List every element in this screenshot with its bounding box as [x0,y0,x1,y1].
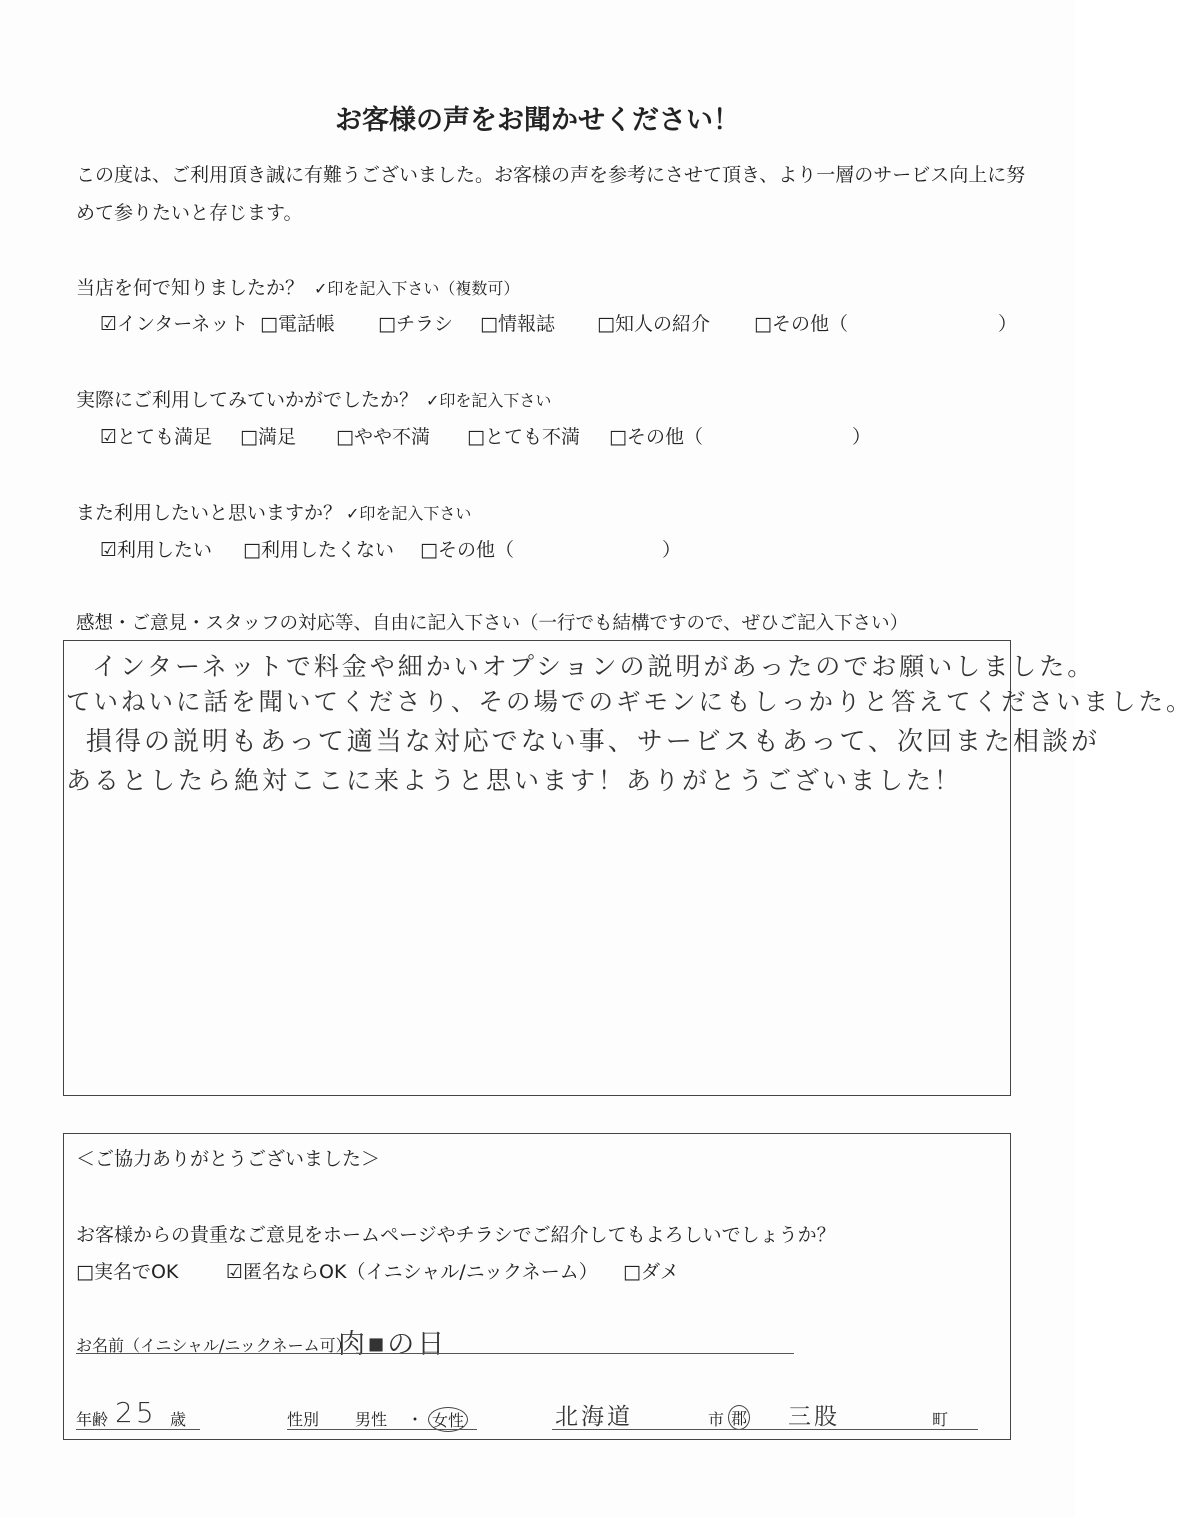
gender-label: 性別 [287,1410,320,1429]
name-label: お名前（イニシャル/ニックネーム可） [76,1336,352,1355]
gender-male[interactable]: 男性 [355,1410,388,1429]
city-label[interactable]: 市 [708,1410,725,1429]
q2-option-satisfied[interactable]: □満足 [240,426,296,448]
q3-note: ✓印を記入下さい [346,504,472,523]
q3-question: また利用したいと思いますか？ [76,502,343,524]
consent-box [63,1133,1011,1440]
q2-option-very-dissatisfied[interactable]: □とても不満 [467,426,580,448]
age-label: 年齢 [76,1410,109,1429]
prefecture-value[interactable]: 北海道 [555,1404,633,1430]
q3-option-other[interactable]: □その他（ [420,539,514,561]
q3-other-close: ） [662,539,682,561]
age-unit: 歳 [170,1410,187,1429]
age-value[interactable]: 25 [115,1396,157,1429]
permission-anonymous[interactable]: ☑匿名ならOK（イニシャル/ニックネーム） [226,1261,598,1283]
q1-other-close: ） [998,313,1018,335]
thanks-text: ＜ご協力ありがとうございました＞ [76,1148,381,1170]
address-underline [552,1429,978,1430]
q2-other-close: ） [852,426,872,448]
comments-box[interactable] [63,640,1194,1096]
town-label: 町 [932,1410,949,1429]
q1-option-other[interactable]: □その他（ [754,313,848,335]
q1-option-magazine[interactable]: □情報誌 [480,313,555,335]
q3-option-yes[interactable]: ☑利用したい [100,539,213,561]
gender-separator: ・ [407,1410,424,1429]
comment-line-4: あるとしたら絶対ここに来ようと思います！ありがとうございました！ [66,766,963,795]
name-value[interactable]: 肉■の日 [338,1329,448,1360]
q1-option-flyer[interactable]: □チラシ [378,313,453,335]
comments-heading: 感想・ご意見・スタッフの対応等、自由に記入下さい（一行でも結構ですので、ぜひご記入下さい） [76,613,909,634]
age-underline [76,1429,200,1430]
gender-underline [287,1429,477,1430]
comment-line-2: ていねいに話を聞いてくださり、その場でのギモンにもしっかりと答えてくださいました。 [66,687,1194,716]
q1-option-referral[interactable]: □知人の紹介 [597,313,710,335]
intro-line-2: めて参りたいと存じます。 [76,202,303,224]
q1-question: 当店を何で知りましたか？ [76,277,305,299]
permission-real-name[interactable]: □実名でOK [76,1261,179,1283]
permission-question: お客様からの貴重なご意見をホームページやチラシでご紹介してもよろしいでしょうか？ [76,1224,836,1246]
page-title: お客様の声をお聞かせください！ [335,105,740,136]
q2-note: ✓印を記入下さい [426,391,552,410]
q2-option-very-satisfied[interactable]: ☑とても満足 [100,426,213,448]
q1-note: ✓印を記入下さい（複数可） [314,279,520,298]
q2-question: 実際にご利用してみていかがでしたか？ [76,389,419,411]
intro-line-1: この度は、ご利用頂き誠に有難うございました。お客様の声を参考にさせて頂き、より一層のサービス向上に努 [76,164,1026,186]
q3-option-no[interactable]: □利用したくない [243,539,394,561]
permission-no[interactable]: □ダメ [623,1261,679,1283]
name-underline [76,1353,794,1354]
q1-option-phonebook[interactable]: □電話帳 [260,313,335,335]
comment-line-1: インターネットで料金や細かいオプションの説明があったのでお願いしました。 [92,652,1096,681]
gender-female-circled[interactable]: 女性 [428,1407,468,1432]
town-value[interactable]: 三股 [788,1404,840,1430]
gun-label-circled[interactable]: 郡 [728,1405,750,1430]
q2-option-somewhat-dissatisfied[interactable]: □やや不満 [336,426,430,448]
comment-line-3: 損得の説明もあって適当な対応でない事、サービスもあって、次回また相談が [86,727,1100,757]
q2-option-other[interactable]: □その他（ [609,426,703,448]
q1-option-internet[interactable]: ☑インターネット [100,313,249,335]
